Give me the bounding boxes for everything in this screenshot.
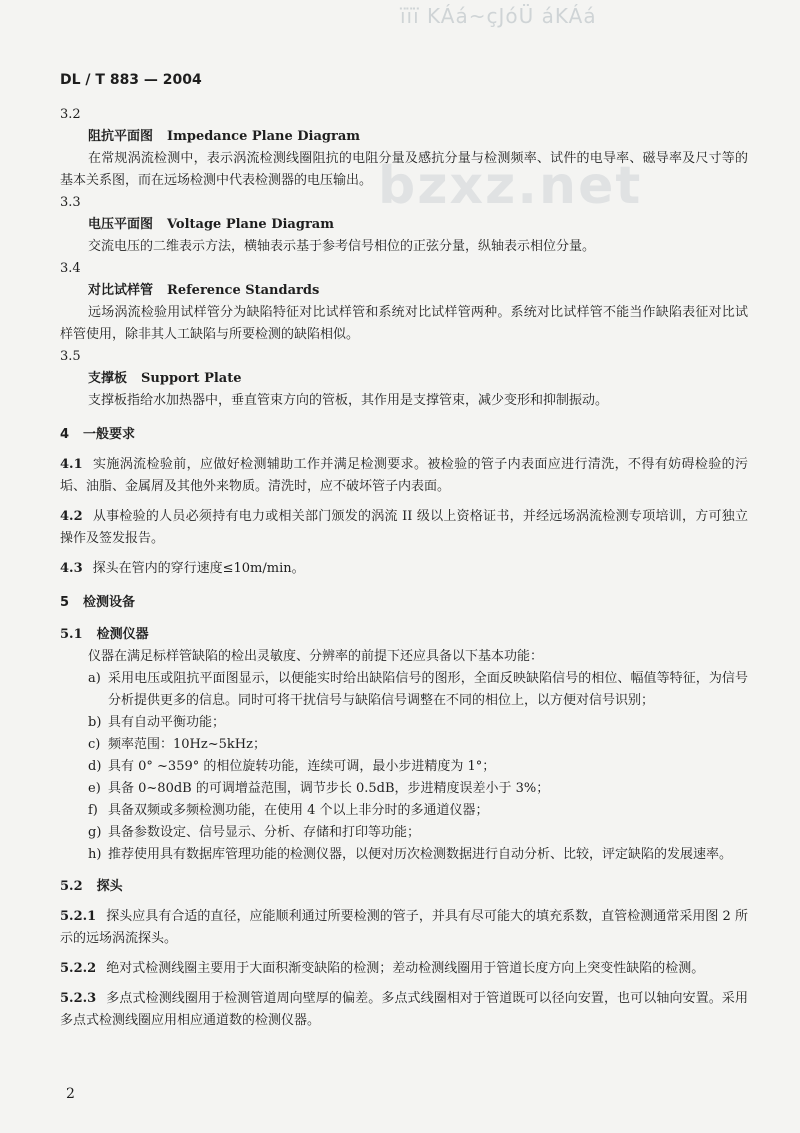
clause-number: 3.5 (60, 349, 81, 364)
term-cn: 支撑板 (88, 371, 128, 386)
section-title: 检测设备 (83, 595, 136, 610)
clause-number: 5.2.2 (60, 961, 97, 976)
standard-code: DL / T 883 — 2004 (60, 72, 202, 88)
term-en: Impedance Plane Diagram (167, 129, 361, 144)
clause-number: 5.2.3 (60, 991, 97, 1006)
list-text: 具备 0~80dB 的可调增益范围，调节步长 0.5dB，步进精度误差小于 3%； (108, 781, 550, 796)
list-text: 推荐使用具有数据库管理功能的检测仪器，以便对历次检测数据进行自动分析、比较，评定缺陷的发展速率。 (108, 847, 733, 862)
clause-text: 探头应具有合适的直径，应能顺利通过所要检测的管子，并具有尽可能大的填充系数，直管检测通常采用图 2 所示的远场涡流探头。 (60, 909, 748, 946)
function-list (60, 668, 748, 866)
term-cn: 对比试样管 (88, 283, 154, 298)
term-definition: 交流电压的二维表示方法，横轴表示基于参考信号相位的正弦分量，纵轴表示相位分量。 (88, 239, 596, 254)
subsection-intro: 仪器在满足标样管缺陷的检出灵敏度、分辨率的前提下还应具备以下基本功能： (88, 649, 544, 664)
section-heading (60, 424, 748, 446)
list-text: 具备双频或多频检测功能，在使用 4 个以上非分时的多通道仪器； (108, 803, 489, 818)
subsection-number: 5.2 (60, 879, 83, 894)
term-heading (88, 368, 748, 390)
term-heading (88, 280, 748, 302)
clause-number: 4.2 (60, 509, 83, 524)
clause-number: 3.4 (60, 261, 81, 276)
clause-paragraph (60, 906, 748, 950)
subsection-heading (60, 624, 748, 646)
list-item (88, 844, 748, 866)
watermark-top: ïïï KÁá~çJóÜ áKÁá (400, 4, 597, 28)
section-heading (60, 592, 748, 614)
list-item (88, 734, 748, 756)
clause-number: 4.1 (60, 457, 83, 472)
list-item (88, 822, 748, 844)
term-heading (88, 126, 748, 148)
page-number: 2 (66, 1086, 75, 1102)
list-label: h) (88, 847, 102, 862)
clause-paragraph (60, 506, 748, 550)
clause-paragraph (60, 988, 748, 1032)
section-title: 一般要求 (83, 427, 136, 442)
document-body (60, 104, 748, 1032)
clause-number: 5.2.1 (60, 909, 97, 924)
watermark-mid: bzxz.net (378, 156, 643, 216)
list-item (88, 712, 748, 734)
term-en: Support Plate (141, 371, 242, 386)
section-number: 5 (60, 595, 70, 610)
list-label: f) (88, 803, 98, 818)
term-definition: 在常规涡流检测中，表示涡流检测线圈阻抗的电阻分量及感抗分量与检测频率、试件的电导率、磁导率及尺寸等的基本关系图，而在远场检测中代表检测器的电压输出。 (60, 151, 748, 188)
section-number: 4 (60, 427, 70, 442)
clause-number: 3.3 (60, 195, 81, 210)
list-label: a) (88, 671, 101, 686)
subsection-title: 检测仪器 (96, 627, 149, 642)
list-text: 具备参数设定、信号显示、分析、存储和打印等功能； (108, 825, 421, 840)
clause-number: 3.2 (60, 107, 81, 122)
list-text: 具有 0° ~359° 的相位旋转功能，连续可调，最小步进精度为 1°； (108, 759, 496, 774)
list-item (88, 778, 748, 800)
clause-number: 4.3 (60, 561, 83, 576)
term-heading (88, 214, 748, 236)
term-definition: 支撑板指给水加热器中，垂直管束方向的管板，其作用是支撑管束，减少变形和抑制振动。 (88, 393, 609, 408)
clause-paragraph (60, 558, 748, 580)
list-item (88, 668, 748, 712)
term-en: Reference Standards (167, 283, 320, 298)
list-label: g) (88, 825, 102, 840)
clause-paragraph (60, 958, 748, 980)
list-item (88, 800, 748, 822)
subsection-heading (60, 876, 748, 898)
list-label: b) (88, 715, 102, 730)
clause-paragraph (60, 454, 748, 498)
clause-text: 从事检验的人员必须持有电力或相关部门颁发的涡流 II 级以上资格证书，并经远场涡流检测专项培训，方可独立操作及签发报告。 (60, 509, 748, 546)
term-cn: 阻抗平面图 (88, 129, 154, 144)
list-label: d) (88, 759, 102, 774)
subsection-title: 探头 (96, 879, 123, 894)
term-definition: 远场涡流检验用试样管分为缺陷特征对比试样管和系统对比试样管两种。系统对比试样管不能当作缺陷表征对比试样管使用，除非其人工缺陷与所要检测的缺陷相似。 (60, 305, 748, 342)
clause-text: 多点式检测线圈用于检测管道周向壁厚的偏差。多点式线圈相对于管道既可以径向安置，也可以轴向安置。采用多点式检测线圈应用相应通道数的检测仪器。 (60, 991, 748, 1028)
list-text: 频率范围：10Hz~5kHz； (108, 737, 266, 752)
clause-text: 实施涡流检验前，应做好检测辅助工作并满足检测要求。被检验的管子内表面应进行清洗，不得有妨碍检验的污垢、油脂、金属屑及其他外来物质。清洗时，应不破坏管子内表面。 (60, 457, 748, 494)
list-text: 采用电压或阻抗平面图显示，以便能实时给出缺陷信号的图形，全面反映缺陷信号的相位、幅值等特征，为信号分析提供更多的信息。同时可将干扰信号与缺陷信号调整在不同的相位上，以方便对信号识别； (108, 671, 748, 708)
list-item (88, 756, 748, 778)
term-cn: 电压平面图 (88, 217, 154, 232)
list-text: 具有自动平衡功能； (108, 715, 226, 730)
clause-text: 绝对式检测线圈主要用于大面积渐变缺陷的检测；差动检测线圈用于管道长度方向上突变性缺陷的检测。 (106, 961, 705, 976)
term-en: Voltage Plane Diagram (167, 217, 334, 232)
list-label: c) (88, 737, 101, 752)
subsection-number: 5.1 (60, 627, 83, 642)
list-label: e) (88, 781, 101, 796)
clause-text: 探头在管内的穿行速度≤10m/min。 (92, 561, 305, 576)
